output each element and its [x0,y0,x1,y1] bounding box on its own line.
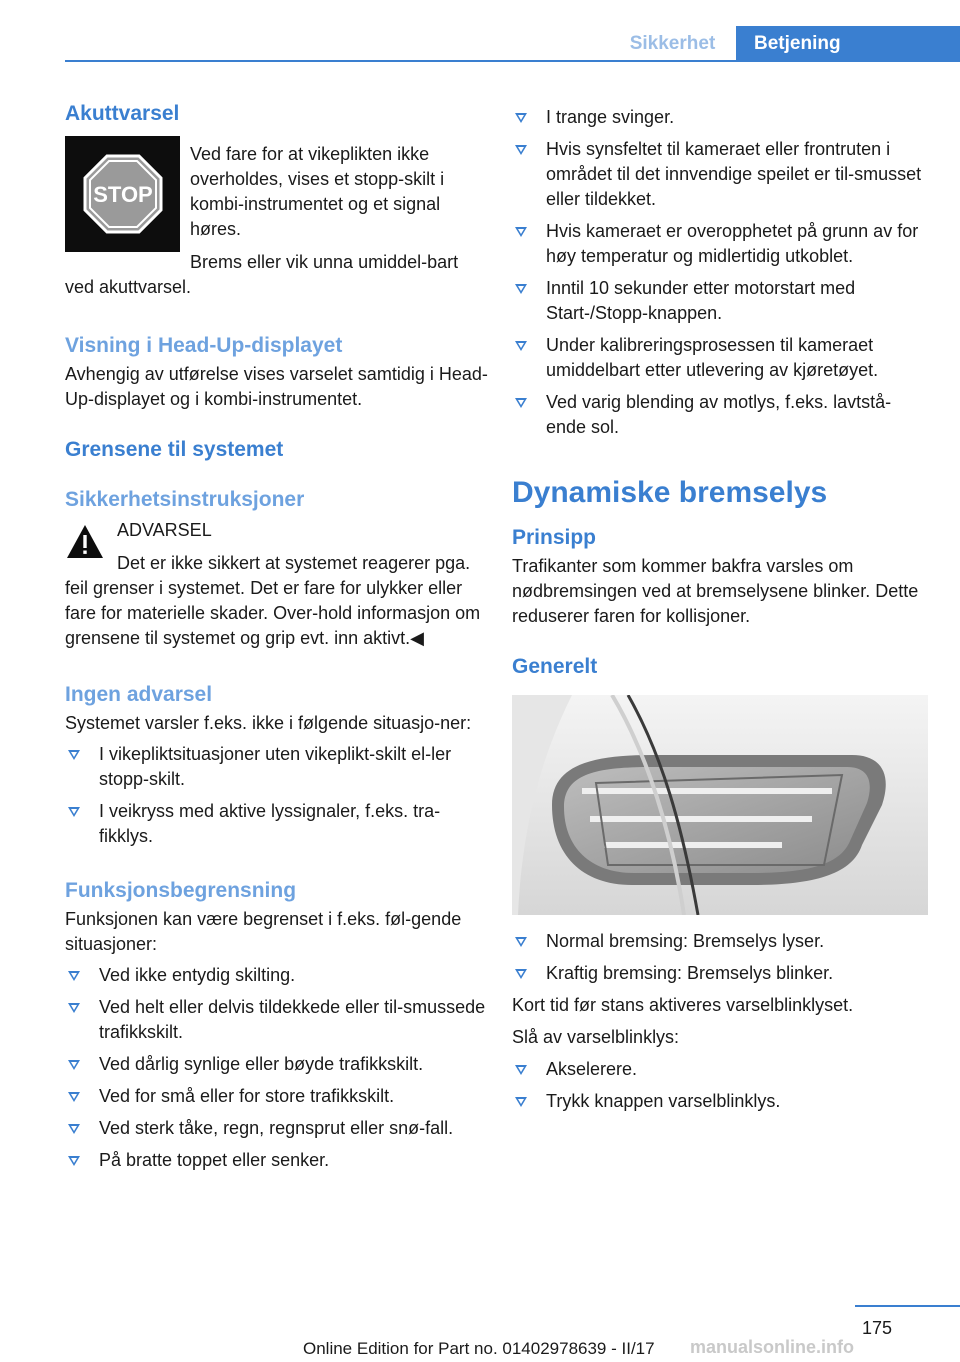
general-text2: Slå av varselblinklys: [512,1027,680,1047]
left-column [65,100,491,1173]
safety-warning [65,518,491,651]
triangle-bullet-icon [515,284,527,294]
page-number: 175 [862,1318,893,1338]
list-item: Ved varig blending av motlys, f.eks. lavtstå-ende sol. [512,390,930,440]
triangle-bullet-icon [515,145,527,155]
footer-rule [855,1305,960,1307]
hud-title: Visning i Head-Up-displayet [65,334,343,357]
list-item: Ved sterk tåke, regn, regnsprut eller snø-fall. [65,1116,491,1141]
triangle-bullet-icon [68,1060,80,1070]
list-item: Normal bremsing: Bremselys lyser. [512,929,930,954]
continued-list [512,105,930,440]
list-item: I trange svinger. [512,105,930,130]
general-text1: Kort tid før stans aktiveres varselblinklyset. [512,995,854,1015]
list-item: I vikepliktsituasjoner uten vikeplikt-skilt el-ler stopp-skilt. [65,742,491,792]
triangle-bullet-icon [515,398,527,408]
list-item: Hvis kameraet er overopphetet på grunn av for høy temperatur og midlertidig utkoblet. [512,219,930,269]
hud-text: Avhengig av utførelse vises varselet samtidig i Head-Up-displayet og i kombi-instrumentet. [65,364,488,409]
triangle-bullet-icon [515,1065,527,1075]
triangle-bullet-icon [68,971,80,981]
list-item: Under kalibreringsprosessen til kameraet umiddelbart etter utlevering av kjøretøyet. [512,333,930,383]
svg-text:STOP: STOP [92,182,153,207]
list-item: Ved for små eller for store trafikkskilt. [65,1084,491,1109]
triangle-bullet-icon [68,1156,80,1166]
akuttvarsel-text1: Ved fare for at vikeplikten ikke overholdes, vises et stopp-skilt i kombi-instrumentet og et signal høres. [190,144,445,239]
list-item: Ved helt eller delvis tildekkede eller til-smussede trafikkskilt. [65,995,491,1045]
triangle-bullet-icon [515,227,527,237]
list-item: Ved dårlig synlige eller bøyde trafikkskilt. [65,1052,491,1077]
function-limit-list [65,963,491,1173]
general-list2 [512,1057,930,1114]
list-item: I veikryss med aktive lyssignaler, f.eks. tra-fikklys. [65,799,491,849]
akuttvarsel-text2: Brems eller vik unna umiddel-bart ved akuttvarsel. [65,252,459,297]
stop-sign-icon [65,136,180,252]
triangle-bullet-icon [68,1003,80,1013]
triangle-bullet-icon [68,750,80,760]
triangle-bullet-icon [68,807,80,817]
edition-text: Online Edition for Part no. 01402978639 - II/17 [303,1339,655,1358]
general-title: Generelt [512,655,598,678]
function-limit-intro: Funksjonen kan være begrenset i f.eks. føl-gende situasjoner: [65,909,462,954]
list-item: Trykk knappen varselblinklys. [512,1089,930,1114]
triangle-bullet-icon [515,1097,527,1107]
section-akuttvarsel [65,100,491,300]
list-item: Inntil 10 sekunder etter motorstart med Start-/Stopp-knappen. [512,276,930,326]
triangle-bullet-icon [68,1124,80,1134]
list-item: Kraftig bremsing: Bremselys blinker. [512,961,930,986]
warning-text: Det er ikke sikkert at systemet reagerer pga. feil grenser i systemet. Det er fare for ulykker eller fare for materielle skader. Over-hold informasjon om grensene til systemet og grip evt. inn aktivt.◀ [65,553,481,648]
list-item: Hvis synsfeltet til kameraet eller frontruten i området til det innvendige speilet er til-smusset eller tildekket. [512,137,930,212]
principle-title: Prinsipp [512,526,597,549]
safety-title: Sikkerhetsinstruksjoner [65,488,305,511]
list-item: Ved ikke entydig skilting. [65,963,491,988]
triangle-bullet-icon [515,341,527,351]
no-warning-title: Ingen advarsel [65,683,213,706]
akuttvarsel-title: Akuttvarsel [65,102,180,125]
warning-triangle-icon [65,522,105,562]
limits-title: Grensene til systemet [65,438,284,461]
no-warning-list [65,742,491,849]
triangle-bullet-icon [515,113,527,123]
header-tab-betjening[interactable]: Betjening [736,26,960,62]
chapter-title: Dynamiske bremselys [512,476,828,509]
triangle-bullet-icon [68,1092,80,1102]
header-tab-sikkerhet[interactable]: Sikkerhet [629,33,716,54]
brake-light-image [512,695,928,915]
triangle-bullet-icon [515,969,527,979]
warning-label: ADVARSEL [117,520,212,540]
watermark-text: manualsonline.info [690,1337,855,1357]
principle-text: Trafikanter som kommer bakfra varsles om nødbremsingen ved at bremselysene blinker. Dette reduserer faren for kollisjoner. [512,556,919,626]
list-item: Akselerere. [512,1057,930,1082]
general-list [512,929,930,986]
right-column [512,100,930,1114]
no-warning-intro: Systemet varsler f.eks. ikke i følgende situasjo-ner: [65,713,472,733]
header-rule [65,60,960,62]
function-limit-title: Funksjonsbegrensning [65,879,297,902]
list-item: På bratte toppet eller senker. [65,1148,491,1173]
triangle-bullet-icon [515,937,527,947]
